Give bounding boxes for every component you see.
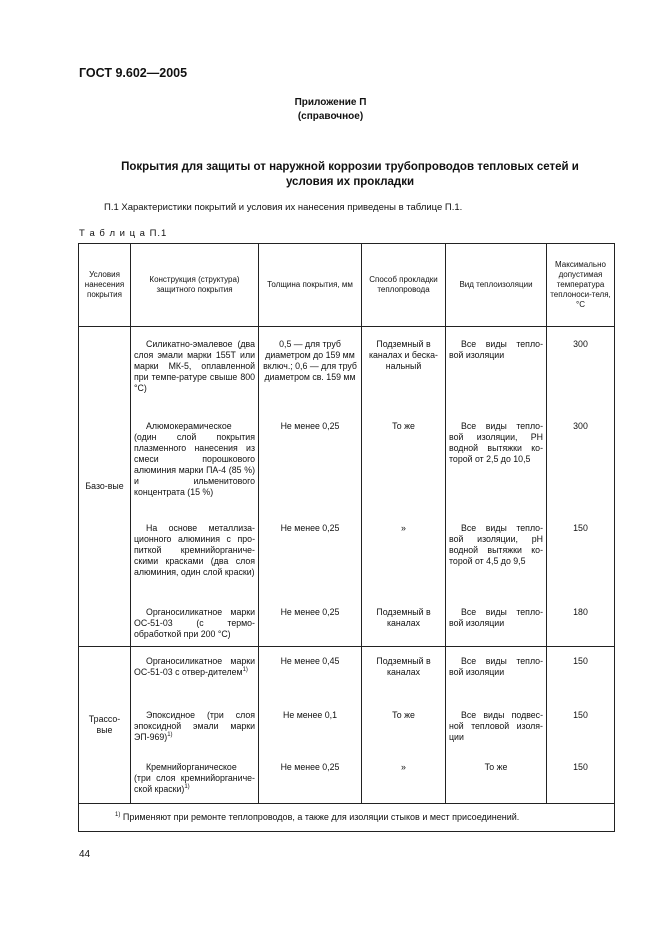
table-row xyxy=(79,698,615,750)
cell-thickness: Не менее 0,25 xyxy=(259,750,362,804)
table-footnote xyxy=(79,804,615,832)
cell-thickness: 0,5 — для труб диаметром до 159 мм включ.; 0,6 — для труб диаметром св. 159 мм xyxy=(259,327,362,408)
table-row xyxy=(79,511,615,595)
intro-paragraph: П.1 Характеристики покрытий и условия их нанесения приведены в таблице П.1. xyxy=(104,202,463,213)
header-max-temperature: Максимально допустимая температура теплоноси-теля, °С xyxy=(547,244,615,327)
header-insulation-type: Вид теплоизоляции xyxy=(446,244,547,327)
construction-text: Органосиликатное марки ОС-51-03 с отвер-дителем xyxy=(134,656,255,677)
cell-laying: » xyxy=(362,511,446,595)
header-construction: Конструкция (структура) защитного покрытия xyxy=(131,244,259,327)
section-title xyxy=(100,160,600,190)
header-application-conditions: Условия нанесения покрытия xyxy=(79,244,131,327)
table-row xyxy=(79,327,615,408)
page-number: 44 xyxy=(79,849,91,860)
cell-insulation: Все виды подвес-ной тепловой изоля-ции xyxy=(446,698,547,750)
cell-temperature: 150 xyxy=(547,511,615,595)
footnote-row xyxy=(79,804,615,832)
cell-construction xyxy=(131,750,259,804)
cell-thickness: Не менее 0,25 xyxy=(259,407,362,511)
standard-header: ГОСТ 9.602—2005 xyxy=(79,66,188,80)
group-label-base-text: Базо-вые xyxy=(85,481,124,491)
cell-laying: То же xyxy=(362,407,446,511)
table-caption: Т а б л и ц а П.1 xyxy=(79,228,168,239)
cell-insulation: Все виды тепло-вой изоляции xyxy=(446,327,547,408)
footnote-mark: 1) xyxy=(115,812,121,818)
table-row xyxy=(79,647,615,699)
cell-temperature: 150 xyxy=(547,647,615,699)
construction-text: Эпоксидное (три слоя эпоксидной эмали марки ЭП-969) xyxy=(134,710,255,742)
footnote-ref: 1) xyxy=(167,732,173,739)
cell-insulation: Все виды тепло-вой изоляции, рН водной вытяжки ко-торой от 4,5 до 9,5 xyxy=(446,511,547,595)
construction-text: Кремнийорганическое (три слоя кремнийорганиче-ской краски) xyxy=(134,762,255,794)
table-row xyxy=(79,750,615,804)
footnote-ref: 1) xyxy=(242,667,248,674)
section-title-line1: Покрытия для защиты от наружной коррозии трубопроводов тепловых сетей и xyxy=(121,161,579,173)
cell-temperature: 300 xyxy=(547,407,615,511)
cell-insulation: Все виды тепло-вой изоляции xyxy=(446,647,547,699)
header-thickness: Толщина покрытия, мм xyxy=(259,244,362,327)
cell-thickness: Не менее 0,25 xyxy=(259,511,362,595)
cell-construction: Органосиликатное марки ОС-51-03 (с термо-обработкой при 200 °С) xyxy=(131,595,259,647)
cell-insulation: Все виды тепло-вой изоляции, РН водной вытяжки ко-торой от 2,5 до 10,5 xyxy=(446,407,547,511)
cell-construction xyxy=(131,647,259,699)
cell-insulation: То же xyxy=(446,750,547,804)
cell-construction: На основе металлиза-ционного алюминия с про-питкой кремнийорганиче-скими красками (два слоя алюминия, один слой краски) xyxy=(131,511,259,595)
cell-temperature: 150 xyxy=(547,698,615,750)
cell-laying: Подземный в каналах xyxy=(362,647,446,699)
footnote-text: Применяют при ремонте теплопроводов, а также для изоляции стыков и мест присоединений. xyxy=(122,812,520,822)
table-row xyxy=(79,407,615,511)
cell-construction: Алюмокерамическое (один слой покрытия плазменного нанесения из смеси порошкового алюминия марки ПА-4 (85 %) и ильменитового концентрата (15 %) xyxy=(131,407,259,511)
cell-laying: » xyxy=(362,750,446,804)
cell-thickness: Не менее 0,25 xyxy=(259,595,362,647)
group-label-route xyxy=(79,647,131,804)
coatings-table xyxy=(78,243,615,832)
cell-laying: То же xyxy=(362,698,446,750)
header-laying-method: Способ прокладки теплопровода xyxy=(362,244,446,327)
cell-construction xyxy=(131,698,259,750)
cell-temperature: 300 xyxy=(547,327,615,408)
cell-thickness: Не менее 0,1 xyxy=(259,698,362,750)
footnote-ref: 1) xyxy=(184,784,190,791)
cell-laying: Подземный в каналах xyxy=(362,595,446,647)
cell-construction: Силикатно-эмалевое (два слоя эмали марки 155Т или марки МК-5, оплавленной при темпе-ратуре свыше 800 °С) xyxy=(131,327,259,408)
table-header-row xyxy=(79,244,615,327)
table-row xyxy=(79,595,615,647)
group-label-base xyxy=(79,327,131,647)
cell-temperature: 180 xyxy=(547,595,615,647)
cell-temperature: 150 xyxy=(547,750,615,804)
cell-thickness: Не менее 0,45 xyxy=(259,647,362,699)
group-label-route-text: Трассо-вые xyxy=(88,714,121,735)
cell-laying: Подземный в каналах и беска-нальный xyxy=(362,327,446,408)
appendix-subtitle: (справочное) xyxy=(297,111,364,122)
appendix-title: Приложение П xyxy=(294,97,367,108)
cell-insulation: Все виды тепло-вой изоляции xyxy=(446,595,547,647)
section-title-line2: условия их прокладки xyxy=(285,176,415,188)
